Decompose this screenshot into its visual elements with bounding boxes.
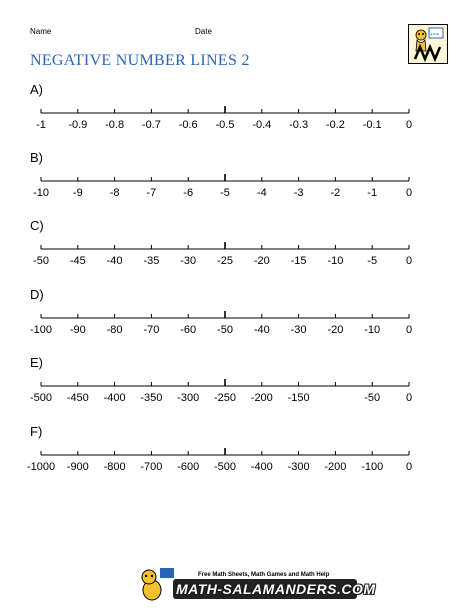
tick-label: -50 (217, 324, 233, 336)
problem-b (0, 150, 474, 210)
problem-d (0, 287, 474, 347)
problem-c (0, 218, 474, 278)
problem-letter: A) (30, 82, 43, 97)
tick-group (27, 448, 412, 473)
tick-label: -500 (29, 392, 53, 404)
tick-label: -600 (177, 461, 200, 473)
tick-label: 0 (405, 119, 413, 131)
tick-label: -25 (217, 255, 233, 267)
tick-label: -70 (143, 324, 160, 336)
tick-label: -200 (324, 461, 347, 473)
tick-label: -45 (69, 255, 86, 267)
tick-label: 0 (405, 461, 413, 473)
problem-a (0, 82, 474, 142)
tick-label: -500 (213, 461, 237, 473)
tick-label: -300 (177, 392, 200, 404)
name-label: Name (30, 27, 52, 36)
problem-letter: B) (30, 150, 43, 165)
tick-label: -0.4 (252, 119, 272, 131)
tick-label: -80 (106, 324, 123, 336)
tick-label: -10 (327, 255, 344, 267)
tick-label: 0 (405, 392, 413, 404)
problem-f (0, 424, 474, 484)
tick-label: -8 (109, 187, 120, 199)
tick-group (30, 379, 412, 404)
problem-letter: D) (30, 287, 44, 302)
tick-label: -60 (180, 324, 197, 336)
tick-label: -7 (146, 187, 157, 199)
tick-label: -5 (220, 187, 230, 199)
tick-label: -2 (330, 187, 341, 199)
tick-label: -20 (327, 324, 344, 336)
tick-label: -10 (33, 187, 49, 199)
tick-label: -5 (367, 255, 378, 267)
tick-label: -40 (106, 255, 123, 267)
tick-group (33, 174, 412, 199)
tick-label: -400 (250, 461, 273, 473)
tick-label: -4 (256, 187, 267, 199)
tick-label: -3 (293, 187, 304, 199)
date-label: Date (195, 27, 212, 36)
tick-label: -0.9 (68, 119, 88, 131)
tick-label: -0.8 (105, 119, 125, 131)
tick-label: -10 (364, 324, 381, 336)
tick-label: -300 (287, 461, 310, 473)
tick-label: -50 (364, 392, 381, 404)
problem-letter: F) (30, 424, 43, 439)
tick-label: -20 (253, 255, 270, 267)
worksheet-title: NEGATIVE NUMBER LINES 2 (30, 52, 250, 69)
problem-e (0, 355, 474, 415)
footer-brand-link[interactable]: MATH-SALAMANDERS.COM (176, 581, 376, 597)
tick-label: -50 (33, 255, 49, 267)
tick-label: -400 (103, 392, 126, 404)
tick-label: -15 (290, 255, 307, 267)
footer-tagline: Free Math Sheets, Math Games and Math Help (198, 572, 330, 578)
tick-label: -9 (72, 187, 83, 199)
tick-label: -150 (287, 392, 310, 404)
tick-label: 0 (405, 187, 413, 199)
tick-group (36, 106, 412, 131)
number-line (0, 424, 474, 484)
tick-label: -40 (253, 324, 270, 336)
number-line (0, 82, 474, 142)
tick-label: -0.6 (178, 119, 198, 131)
number-line (0, 287, 474, 347)
tick-label: -1 (36, 119, 46, 131)
tick-label: -1 (367, 187, 378, 199)
tick-label: -900 (66, 461, 89, 473)
tick-label: -450 (66, 392, 89, 404)
tick-label: -6 (183, 187, 194, 199)
tick-label: -0.2 (325, 119, 345, 131)
salamander-logo-icon (408, 24, 448, 64)
tick-label: 0 (405, 324, 413, 336)
tick-label: -350 (140, 392, 163, 404)
tick-group (33, 242, 412, 267)
tick-label: -90 (69, 324, 86, 336)
tick-label: -30 (290, 324, 307, 336)
tick-label: -0.3 (289, 119, 309, 131)
tick-label: -0.1 (362, 119, 382, 131)
problem-letter: C) (30, 218, 44, 233)
tick-label: -35 (143, 255, 160, 267)
tick-label: -0.7 (141, 119, 161, 131)
tick-label: -200 (250, 392, 273, 404)
tick-group (30, 311, 412, 336)
number-line (0, 150, 474, 210)
tick-label: 0 (405, 255, 413, 267)
number-line (0, 355, 474, 415)
tick-label: -1000 (26, 461, 56, 473)
problem-letter: E) (30, 355, 43, 370)
svg-text:+×=: +×= (430, 32, 439, 38)
tick-label: -700 (140, 461, 163, 473)
tick-label: -800 (103, 461, 126, 473)
tick-label: -0.5 (215, 119, 235, 131)
number-line (0, 218, 474, 278)
tick-label: -30 (180, 255, 197, 267)
tick-label: -250 (213, 392, 237, 404)
tick-label: -100 (29, 324, 53, 336)
tick-label: -100 (361, 461, 384, 473)
